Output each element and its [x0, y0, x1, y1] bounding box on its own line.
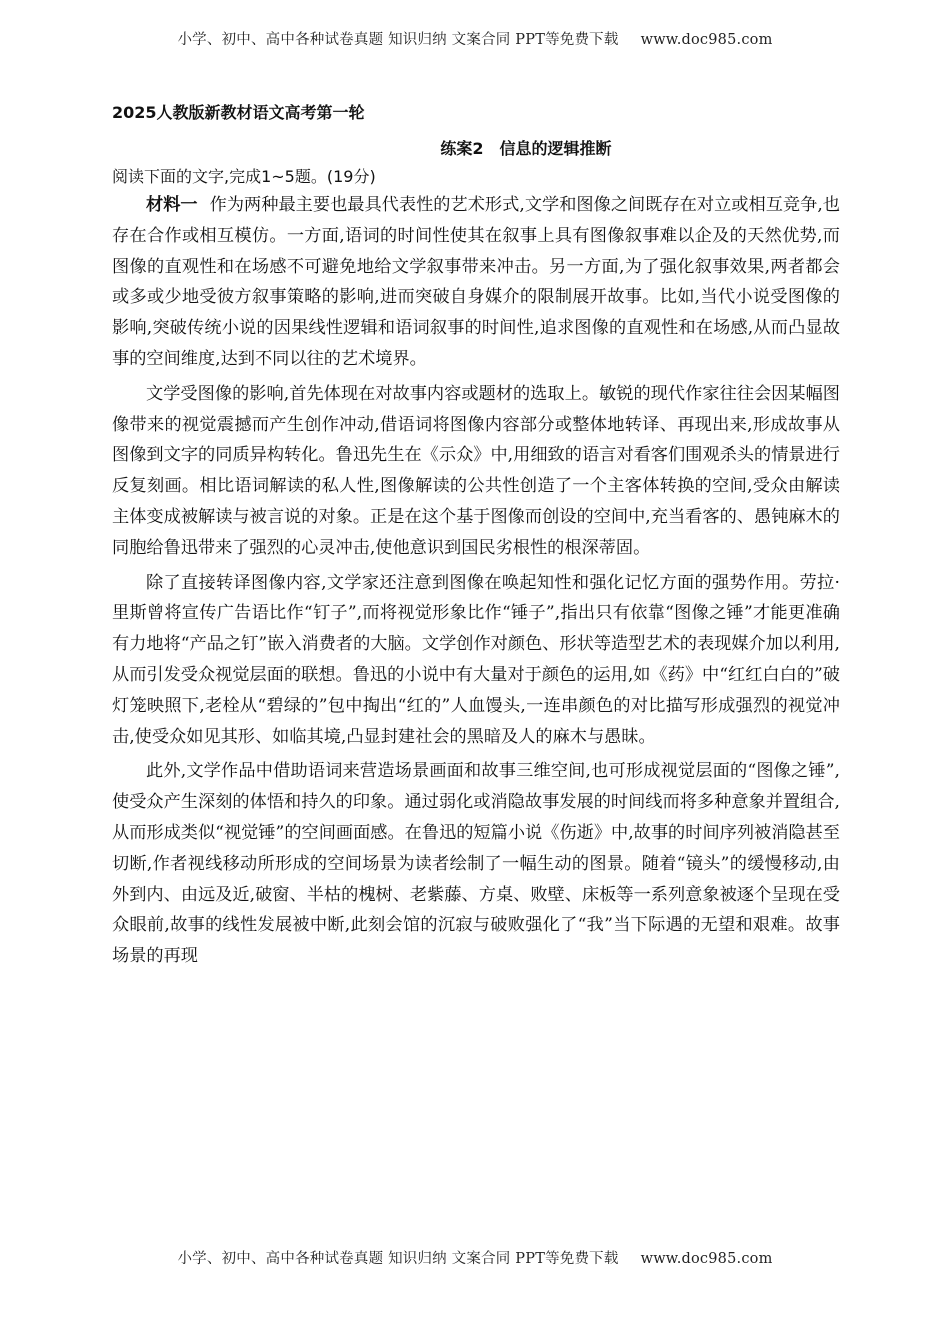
- running-footer: [0, 1247, 950, 1268]
- paragraph-text: 作为两种最主要也最具代表性的艺术形式,文学和图像之间既存在对立或相互竞争,也存在合作或相互模仿。一方面,语词的时间性使其在叙事上具有图像叙事难以企及的天然优势,而图像的直观性和在场感不可避免地给文学叙事带来冲击。另一方面,为了强化叙事效果,两者都会或多或少地受彼方叙事策略的影响,进而突破自身媒介的限制展开故事。比如,当代小说受图像的影响,突破传统小说的因果线性逻辑和语词叙事的时间性,追求图像的直观性和在场感,从而凸显故事的空间维度,达到不同以往的艺术境界。: [112, 195, 840, 369]
- footer-site-link[interactable]: www.doc985.com: [640, 1251, 773, 1267]
- material-paragraph-4: 此外,文学作品中借助语词来营造场景画面和故事三维空间,也可形成视觉层面的“图像之锤”,使受众产生深刻的体悟和持久的印象。通过弱化或消隐故事发展的时间线而将多种意象并置组合,从而形成类似“视觉锤”的空间画面感。在鲁迅的短篇小说《伤逝》中,故事的时间序列被消隐甚至切断,作者视线移动所形成的空间场景为读者绘制了一幅生动的图景。随着“镜头”的缓慢移动,由外到内、由远及近,破窗、半枯的槐树、老紫藤、方桌、败壁、床板等一系列意象被逐个呈现在受众眼前,故事的线性发展被中断,此刻会馆的沉寂与破败强化了“我”当下际遇的无望和艰难。故事场景的再现: [112, 761, 840, 967]
- material-paragraph-1: [112, 190, 840, 375]
- document-title: 2025人教版新教材语文高考第一轮: [112, 103, 365, 122]
- question-instructions: 阅读下面的文字,完成1~5题。(19分): [112, 167, 376, 186]
- page-content: [112, 100, 840, 976]
- material-label: 材料一: [146, 195, 198, 215]
- material-paragraph-3: 除了直接转译图像内容,文学家还注意到图像在唤起知性和强化记忆方面的强势作用。劳拉·里斯曾将宣传广告语比作“钉子”,而将视觉形象比作“锤子”,指出只有依靠“图像之锤”才能更准确有力地将“产品之钉”嵌入消费者的大脑。文学创作对颜色、形状等造型艺术的表现媒介加以利用,从而引发受众视觉层面的联想。鲁迅的小说中有大量对于颜色的运用,如《药》中“红红白白的”破灯笼映照下,老栓从“碧绿的”包中掏出“红的”人血馒头,一连串颜色的对比描写形成强烈的视觉冲击,使受众如见其形、如临其境,凸显封建社会的黑暗及人的麻木与愚昧。: [112, 572, 840, 747]
- material-paragraph-2: 文学受图像的影响,首先体现在对故事内容或题材的选取上。敏锐的现代作家往往会因某幅图像带来的视觉震撼而产生创作冲动,借语词将图像内容部分或整体地转译、再现出来,形成故事从图像到文字的同质异构转化。鲁迅先生在《示众》中,用细致的语言对看客们围观杀头的情景进行反复刻画。相比语词解读的私人性,图像解读的公共性创造了一个主客体转换的空间,受众由解读主体变成被解读与被言说的对象。正是在这个基于图像而创设的空间中,充当看客的、愚钝麻木的同胞给鲁迅带来了强烈的心灵冲击,使他意识到国民劣根性的根深蒂固。: [112, 383, 840, 558]
- header-site-link[interactable]: www.doc985.com: [640, 32, 773, 48]
- running-header: [0, 28, 950, 49]
- exercise-title: 练案2 信息的逻辑推断: [440, 139, 612, 158]
- header-text: 小学、初中、高中各种试卷真题 知识归纳 文案合同 PPT等免费下载: [177, 32, 619, 48]
- footer-text: 小学、初中、高中各种试卷真题 知识归纳 文案合同 PPT等免费下载: [177, 1251, 619, 1267]
